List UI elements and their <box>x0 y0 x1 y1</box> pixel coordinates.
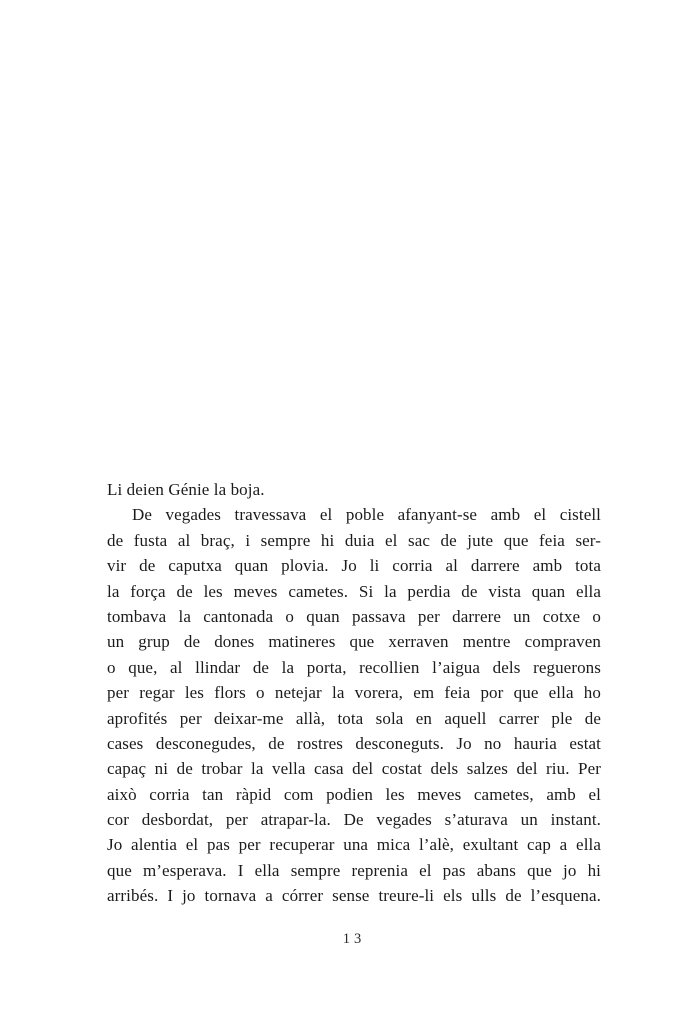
text-line: cases desconegudes, de rostres desconeguts. Jo no hauria estat <box>107 733 601 753</box>
text-line: cor desbordat, per atrapar-la. De vegades s’aturava un instant. <box>107 810 601 830</box>
text-line: o que, al llindar de la porta, recollien l’aigua dels reguerons <box>107 657 601 677</box>
text-line: que m’esperava. I ella sempre reprenia el pas abans que jo hi <box>107 860 601 880</box>
page-number: 13 <box>342 931 366 947</box>
text-line: vir de caputxa quan plovia. Jo li corria al darrere amb tota <box>107 556 601 576</box>
text-line: tombava la cantonada o quan passava per darrere un cotxe o <box>107 606 601 626</box>
text-line: la força de les meves cametes. Si la perdia de vista quan ella <box>107 581 601 601</box>
text-line: Li deien Génie la boja. <box>107 480 265 499</box>
text-line: això corria tan ràpid com podien les meves cametes, amb el <box>107 784 601 804</box>
paragraph <box>107 477 601 502</box>
text-line: Jo alentia el pas per recuperar una mica l’alè, exultant cap a ella <box>107 835 601 855</box>
text-line: arribés. I jo tornava a córrer sense treure-li els ulls de l’esquena. <box>107 886 601 906</box>
text-line: De vegades travessava el poble afanyant-se amb el cistell <box>132 505 601 525</box>
paragraph <box>107 502 601 908</box>
page-text <box>107 477 601 909</box>
text-line: un grup de dones matineres que xerraven mentre compraven <box>107 632 601 652</box>
text-line: capaç ni de trobar la vella casa del costat dels salzes del riu. Per <box>107 759 601 779</box>
text-line: per regar les flors o netejar la vorera, em feia por que ella ho <box>107 683 601 703</box>
text-line: de fusta al braç, i sempre hi duia el sac de jute que feia ser- <box>107 530 601 550</box>
text-line: aprofités per deixar-me allà, tota sola en aquell carrer ple de <box>107 708 601 728</box>
